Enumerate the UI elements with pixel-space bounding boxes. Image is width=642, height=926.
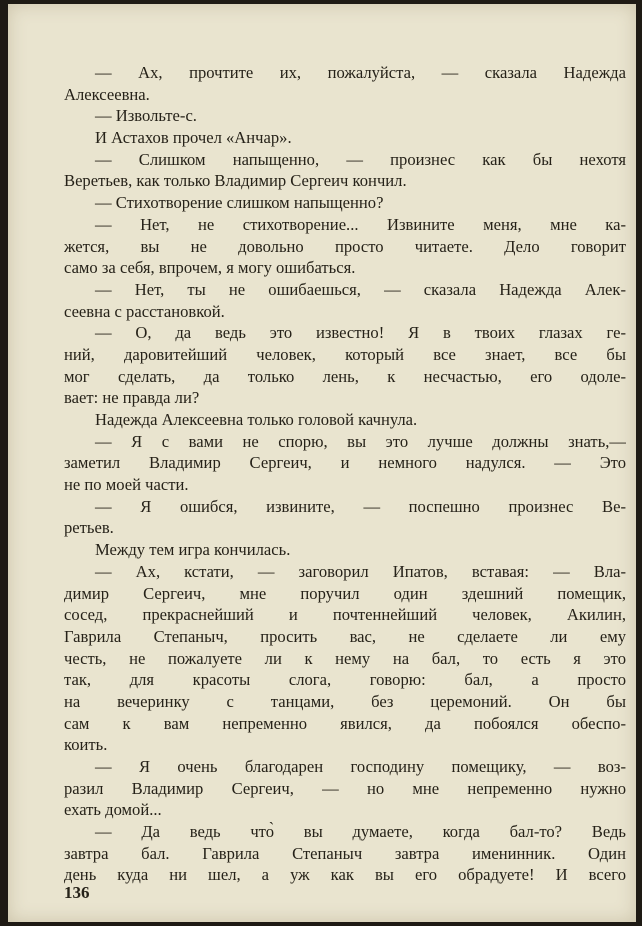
text-line: Надежда Алексеевна только головой качнула. [95,410,418,429]
text-line: — Я очень благодарен господину помещику, — воз- [95,757,626,776]
text-line: завтра бал. Гаврила Степаныч завтра именинник. Один [64,843,626,863]
text-line: мог сделать, да только лень, к несчастью, его одоле- [64,366,626,386]
text-line: Гаврила Степаныч, просить вас, не сделаете ли ему [64,626,626,646]
page-number: 136 [64,883,90,902]
text-line: — Я с вами не спорю, вы это лучше должны знать,— [95,431,626,451]
text-line: ретьев. [64,518,114,538]
text-line: сам к вам непременно явился, да побоялся обеспо- [64,713,626,733]
text-line: — Нет, не стихотворение... Извините меня, мне ка- [95,214,626,234]
text-line: — Нет, ты не ошибаешься, — сказала Надежда Алек- [95,279,626,299]
text-line: день куда ни шел, а уж как вы его обрадуете! И всего [64,865,626,885]
text-line: И Астахов прочел «Анчар». [95,128,292,148]
text-line: жется, вы не довольно просто читаете. Дело говорит [64,236,626,256]
text-line: ний, даровитейший человек, который все знает, все бы [64,344,626,364]
text-line: вает: не правда ли? [64,388,200,408]
text-line: — Ах, кстати, — заговорил Ипатов, вставая: — Вла- [95,561,626,581]
text-line: Между тем игра кончилась. [95,540,291,560]
text-line: — Да ведь что̀ вы думаете, когда бал-то? Ведь [95,822,626,842]
text-line: — О, да ведь это известно! Я в твоих глазах ге- [95,323,626,343]
body-text [64,62,626,886]
text-line: заметил Владимир Сергеич, и немного надулся. — Это [64,453,626,473]
text-line: разил Владимир Сергеич, — но мне непременно нужно [64,778,626,798]
text-line: сосед, прекраснейший и почтеннейший человек, Акилин, [64,605,626,625]
text-line: — Ах, прочтите их, пожалуйста, — сказала Надежда [95,63,626,82]
text-line: Алексеевна. [64,84,150,104]
text-line: на вечеринку с танцами, без церемоний. Он бы [64,691,626,711]
text-line: коить. [64,735,108,755]
text-line: — Слишком напыщенно, — произнес как бы нехотя [95,149,626,169]
text-line: димир Сергеич, мне поручил один здешний помещик, [64,583,626,603]
book-page [8,4,636,922]
text-line: — Я ошибся, извините, — поспешно произнес Ве- [95,496,626,516]
text-line: ехать домой... [64,800,162,820]
text-line: Веретьев, как только Владимир Сергеич кончил. [64,171,407,191]
text-line: честь, не пожалуете ли к нему на бал, то есть я это [64,648,626,668]
text-line: сеевна с расстановкой. [64,301,225,321]
text-line: не по моей части. [64,475,189,495]
text-line: — Извольте-с. [95,106,197,126]
text-line: так, для красоты слога, говорю: бал, а просто [64,670,626,690]
text-line: само за себя, впрочем, я могу ошибаться. [64,258,356,278]
text-line: — Стихотворение слишком напыщенно? [95,193,384,213]
